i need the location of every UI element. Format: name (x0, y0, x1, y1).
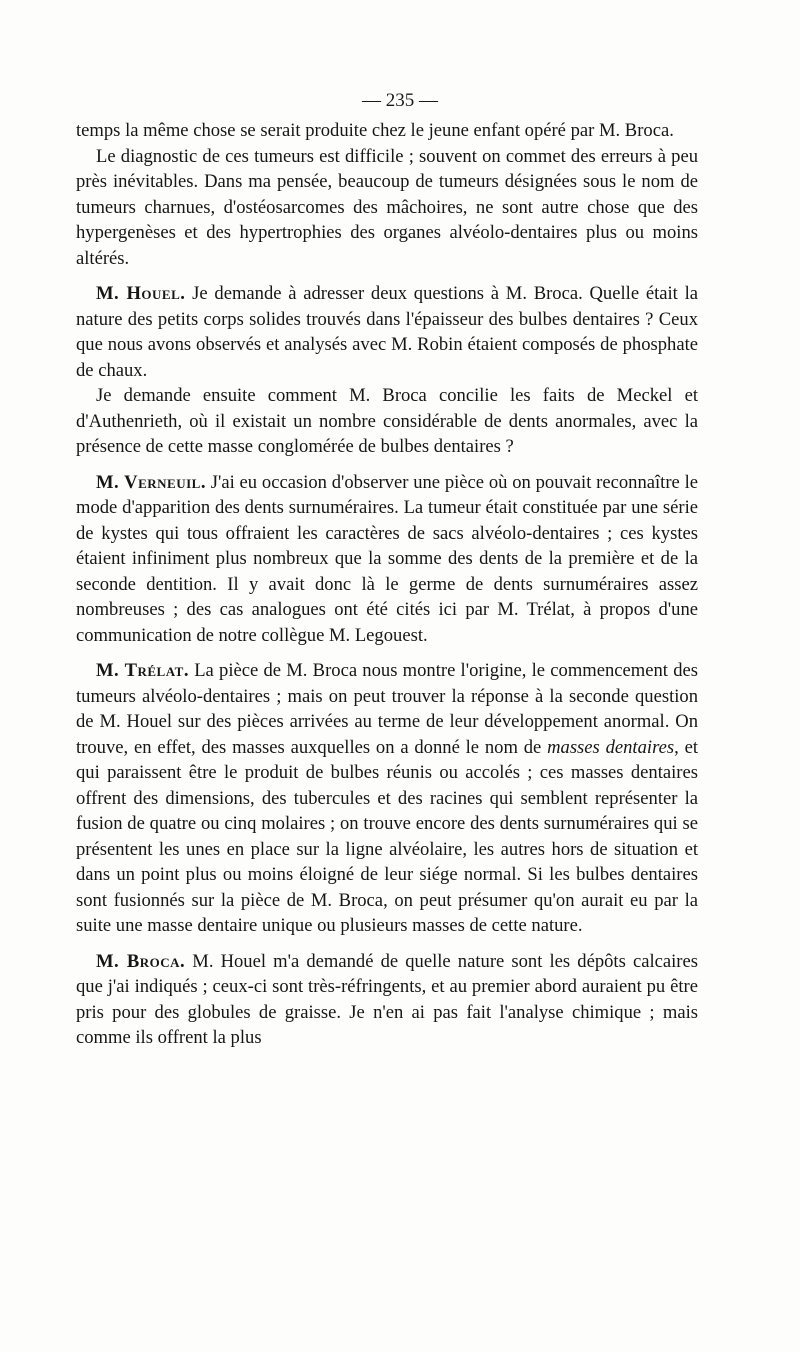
emphasis-term: masses dentaires (547, 736, 675, 758)
speech-trelat (76, 658, 698, 939)
speech-text-before: La pièce de M. Broca nous montre l'origine, le commencement des tumeurs alvéolo-dentaires ; mais on peut trouver la réponse à la seconde question de M. Houel sur des pièces arrivées au terme de leur développement anormal. On trouve, en effet, des masses auxquelles on a donné le nom de (76, 660, 698, 758)
speech-verneuil (76, 470, 698, 649)
paragraph-houel-question (76, 383, 698, 460)
page-number: — 235 — (362, 90, 438, 111)
paragraph-text: temps la même chose se serait produite chez le jeune enfant opéré par M. Broca. (76, 120, 674, 141)
paragraph-text: Je demande ensuite comment M. Broca concilie les faits de Meckel et d'Authenrieth, où il existait un nombre considérable de dents anormales, avec la présence de cette masse conglomérée de bulbes dentaires ? (76, 385, 698, 457)
speech-houel (76, 281, 698, 383)
speech-text: J'ai eu occasion d'observer une pièce où on pouvait reconnaître le mode d'apparition des dents surnuméraires. La tumeur était constituée par une série de kystes qui tous offraient les caractères de sacs alvéolo-dentaires ; ces kystes étaient infiniment plus nombreux que la somme des dents de la première et de la seconde dentition. Il y avait donc là le germe de dents surnuméraires assez nombreuses ; des cas analogues ont été cités ici par M. Trélat, à propos d'une communication de notre collègue M. Legouest. (76, 471, 698, 646)
speech-text: Je demande à adresser deux questions à M. Broca. Quelle était la nature des petits corps solides trouvés dans l'épaisseur des bulbes dentaires ? Ceux que nous avons observés et analysés avec M. Robin étaient composés de phosphate de chaux. (76, 283, 698, 381)
speaker-name: M. Houel. (96, 283, 186, 304)
speech-text: M. Houel m'a demandé de quelle nature sont les dépôts calcaires que j'ai indiqués ; ceux-ci sont très-réfringents, et au premier abord auraient pu être pris pour des globules de graisse. Je n'en ai pas fait l'analyse chimique ; mais comme ils offrent la plus (76, 950, 698, 1048)
paragraph-diagnostic (76, 144, 698, 272)
speech-text-after: , et qui paraissent être le produit de bulbes réunis ou accolés ; ces masses dentaires offrent des dimensions, des tubercules et des racines qui semblent représenter la fusion de quatre ou cinq molaires ; on trouve encore des dents surnuméraires qui se présentent les unes en place sur la ligne alvéolaire, les autres hors de situation et dans un point plus ou moins éloigné de leur siége normal. Si les bulbes dentaires sont fusionnés sur la pièce de M. Broca, on peut présumer qu'on aurait eu par la suite une masse dentaire unique ou plusieurs masses de cette nature. (76, 736, 698, 936)
speaker-name: M. Trélat. (96, 660, 189, 681)
body-text (76, 118, 698, 1051)
speech-broca (76, 949, 698, 1051)
paragraph-continuation (76, 118, 698, 144)
speaker-name: M. Broca. (96, 950, 186, 972)
speaker-name: M. Verneuil. (96, 471, 206, 493)
paragraph-text: Le diagnostic de ces tumeurs est difficile ; souvent on commet des erreurs à peu près inévitables. Dans ma pensée, beaucoup de tumeurs désignées sous le nom de tumeurs charnues, d'ostéosarcomes des mâchoires, ne sont autre chose que des hypergenèses et des hypertrophies des organes alvéolo-dentaires plus ou moins altérés. (76, 145, 698, 269)
